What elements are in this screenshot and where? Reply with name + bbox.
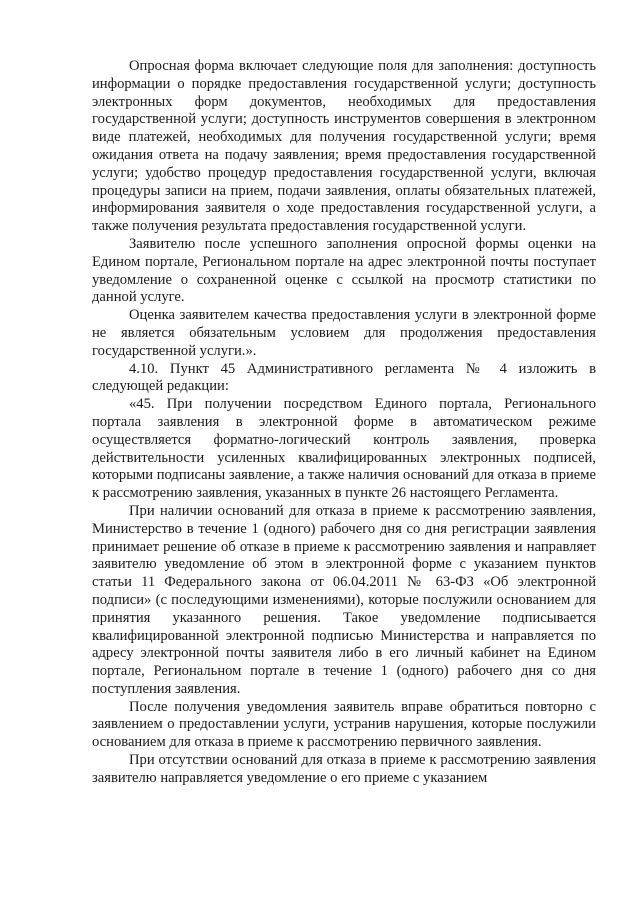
paragraph-item-45: «45. При получении посредством Единого портала, Регионального портала заявления в электронной форме в автоматическом режиме осуществляется форматно-логический контроль заявления, проверка действительности усиленных квалифицированных электронных подписей, которыми подписаны заявление, а также наличия оснований для отказа в приеме к рассмотрению заявления, указанных в пункте 26 настоящего Регламента.: [92, 396, 596, 502]
document-page: [92, 58, 596, 788]
paragraph-reapply: После получения уведомления заявитель вправе обратиться повторно с заявлением о предоставлении услуги, устранив нарушения, которые послужили основанием для отказа в приеме к рассмотрению первичного заявления.: [92, 698, 596, 751]
paragraph-survey-fields: Опросная форма включает следующие поля для заполнения: доступность информации о порядке предоставления государственной услуги; доступность электронных форм документов, необходимых для предоставления государственной услуги; доступность инструментов совершения в электронном виде платежей, необходимых для получения государственной услуги; время ожидания ответа на подачу заявления; время предоставления государственной услуги; удобство процедур предоставления государственной услуги, включая процедуры записи на прием, подачи заявления, оплаты обязательных платежей, информирования заявителя о ходе предоставления государственной услуги, а также получения результата предоставления государственной услуги.: [92, 58, 596, 235]
paragraph-rating-optional: Оценка заявителем качества предоставления услуги в электронной форме не является обязательным условием для продолжения предоставления государственной услуги.».: [92, 307, 596, 359]
paragraph-notification: Заявителю после успешного заполнения опросной формы оценки на Едином портале, Региональном портале на адрес электронной почты поступает уведомление о сохраненной оценке с ссылкой на просмотр статистики по данной услуге.: [92, 235, 596, 306]
paragraph-acceptance: При отсутствии оснований для отказа в приеме к рассмотрению заявления заявителю направляется уведомление о его приеме с указанием: [92, 752, 596, 786]
paragraph-item-4-10: 4.10. Пункт 45 Административного регламента № 4 изложить в следующей редакции:: [92, 360, 596, 395]
paragraph-refusal-grounds: При наличии оснований для отказа в приеме к рассмотрению заявления, Министерство в течение 1 (одного) рабочего дня со дня регистрации заявления принимает решение об отказе в приеме к рассмотрению заявления и направляет заявителю уведомление об этом в электронной форме с указанием пунктов статьи 11 Федерального закона от 06.04.2011 № 63-ФЗ «Об электронной подписи» (с последующими изменениями), которые послужили основанием для принятия указанного решения. Такое уведомление подписывается квалифицированной электронной подписью Министерства и направляется по адресу электронной почты заявителя либо в его личный кабинет на Едином портале, Региональном портале в течение 1 (одного) рабочего дня со дня поступления заявления.: [92, 502, 596, 697]
